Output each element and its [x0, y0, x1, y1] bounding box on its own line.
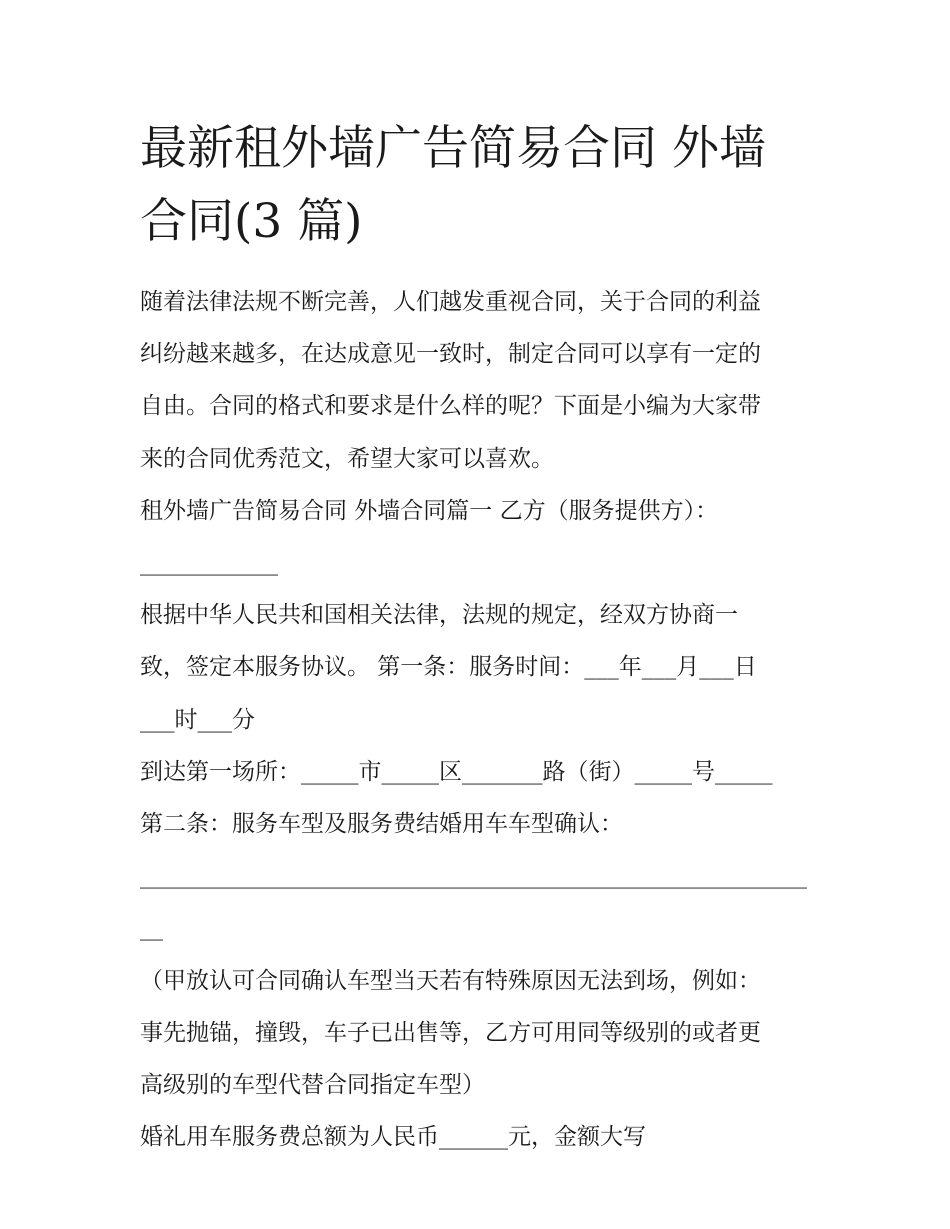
body-line: 来的合同优秀范文，希望大家可以喜欢。: [140, 445, 554, 472]
title-line-2: 合同(3 篇): [140, 194, 363, 249]
document-title: [140, 112, 820, 258]
body-line: 租外墙广告简易合同 外墙合同篇一 乙方（服务提供方）：: [140, 497, 719, 524]
body-line: 事先抛锚，撞毁，车子已出售等，乙方可用同等级别的或者更: [140, 1019, 761, 1046]
body-line: 婚礼用车服务费总额为人民币______元，金额大写: [140, 1124, 646, 1151]
body-line: 纠纷越来越多，在达成意见一致时，制定合同可以享有一定的: [140, 341, 761, 368]
body-line: __________________________________________________________: [140, 863, 807, 890]
body-line: 致，签定本服务协议。 第一条：服务时间：___年___月___日: [140, 654, 757, 681]
body-line: 第二条：服务车型及服务费结婚用车车型确认：: [140, 811, 623, 838]
title-line-1: 最新租外墙广告简易合同 外墙: [140, 121, 766, 176]
body-line: 高级别的车型代替合同指定车型）: [140, 1072, 485, 1099]
document-body: [140, 276, 820, 1163]
body-line: ____________: [140, 550, 278, 577]
body-line: __: [140, 915, 163, 942]
body-line: 到达第一场所：_____市_____区_______路（街）_____号_____: [140, 758, 773, 785]
body-line: 自由。合同的格式和要求是什么样的呢？下面是小编为大家带: [140, 393, 761, 420]
body-line: ___时___分: [140, 706, 255, 733]
body-line: （甲放认可合同确认车型当天若有特殊原因无法到场，例如：: [140, 967, 761, 994]
body-line: 根据中华人民共和国相关法律，法规的规定，经双方协商一: [140, 602, 738, 629]
body-line: 随着法律法规不断完善，人们越发重视合同，关于合同的利益: [140, 289, 761, 315]
